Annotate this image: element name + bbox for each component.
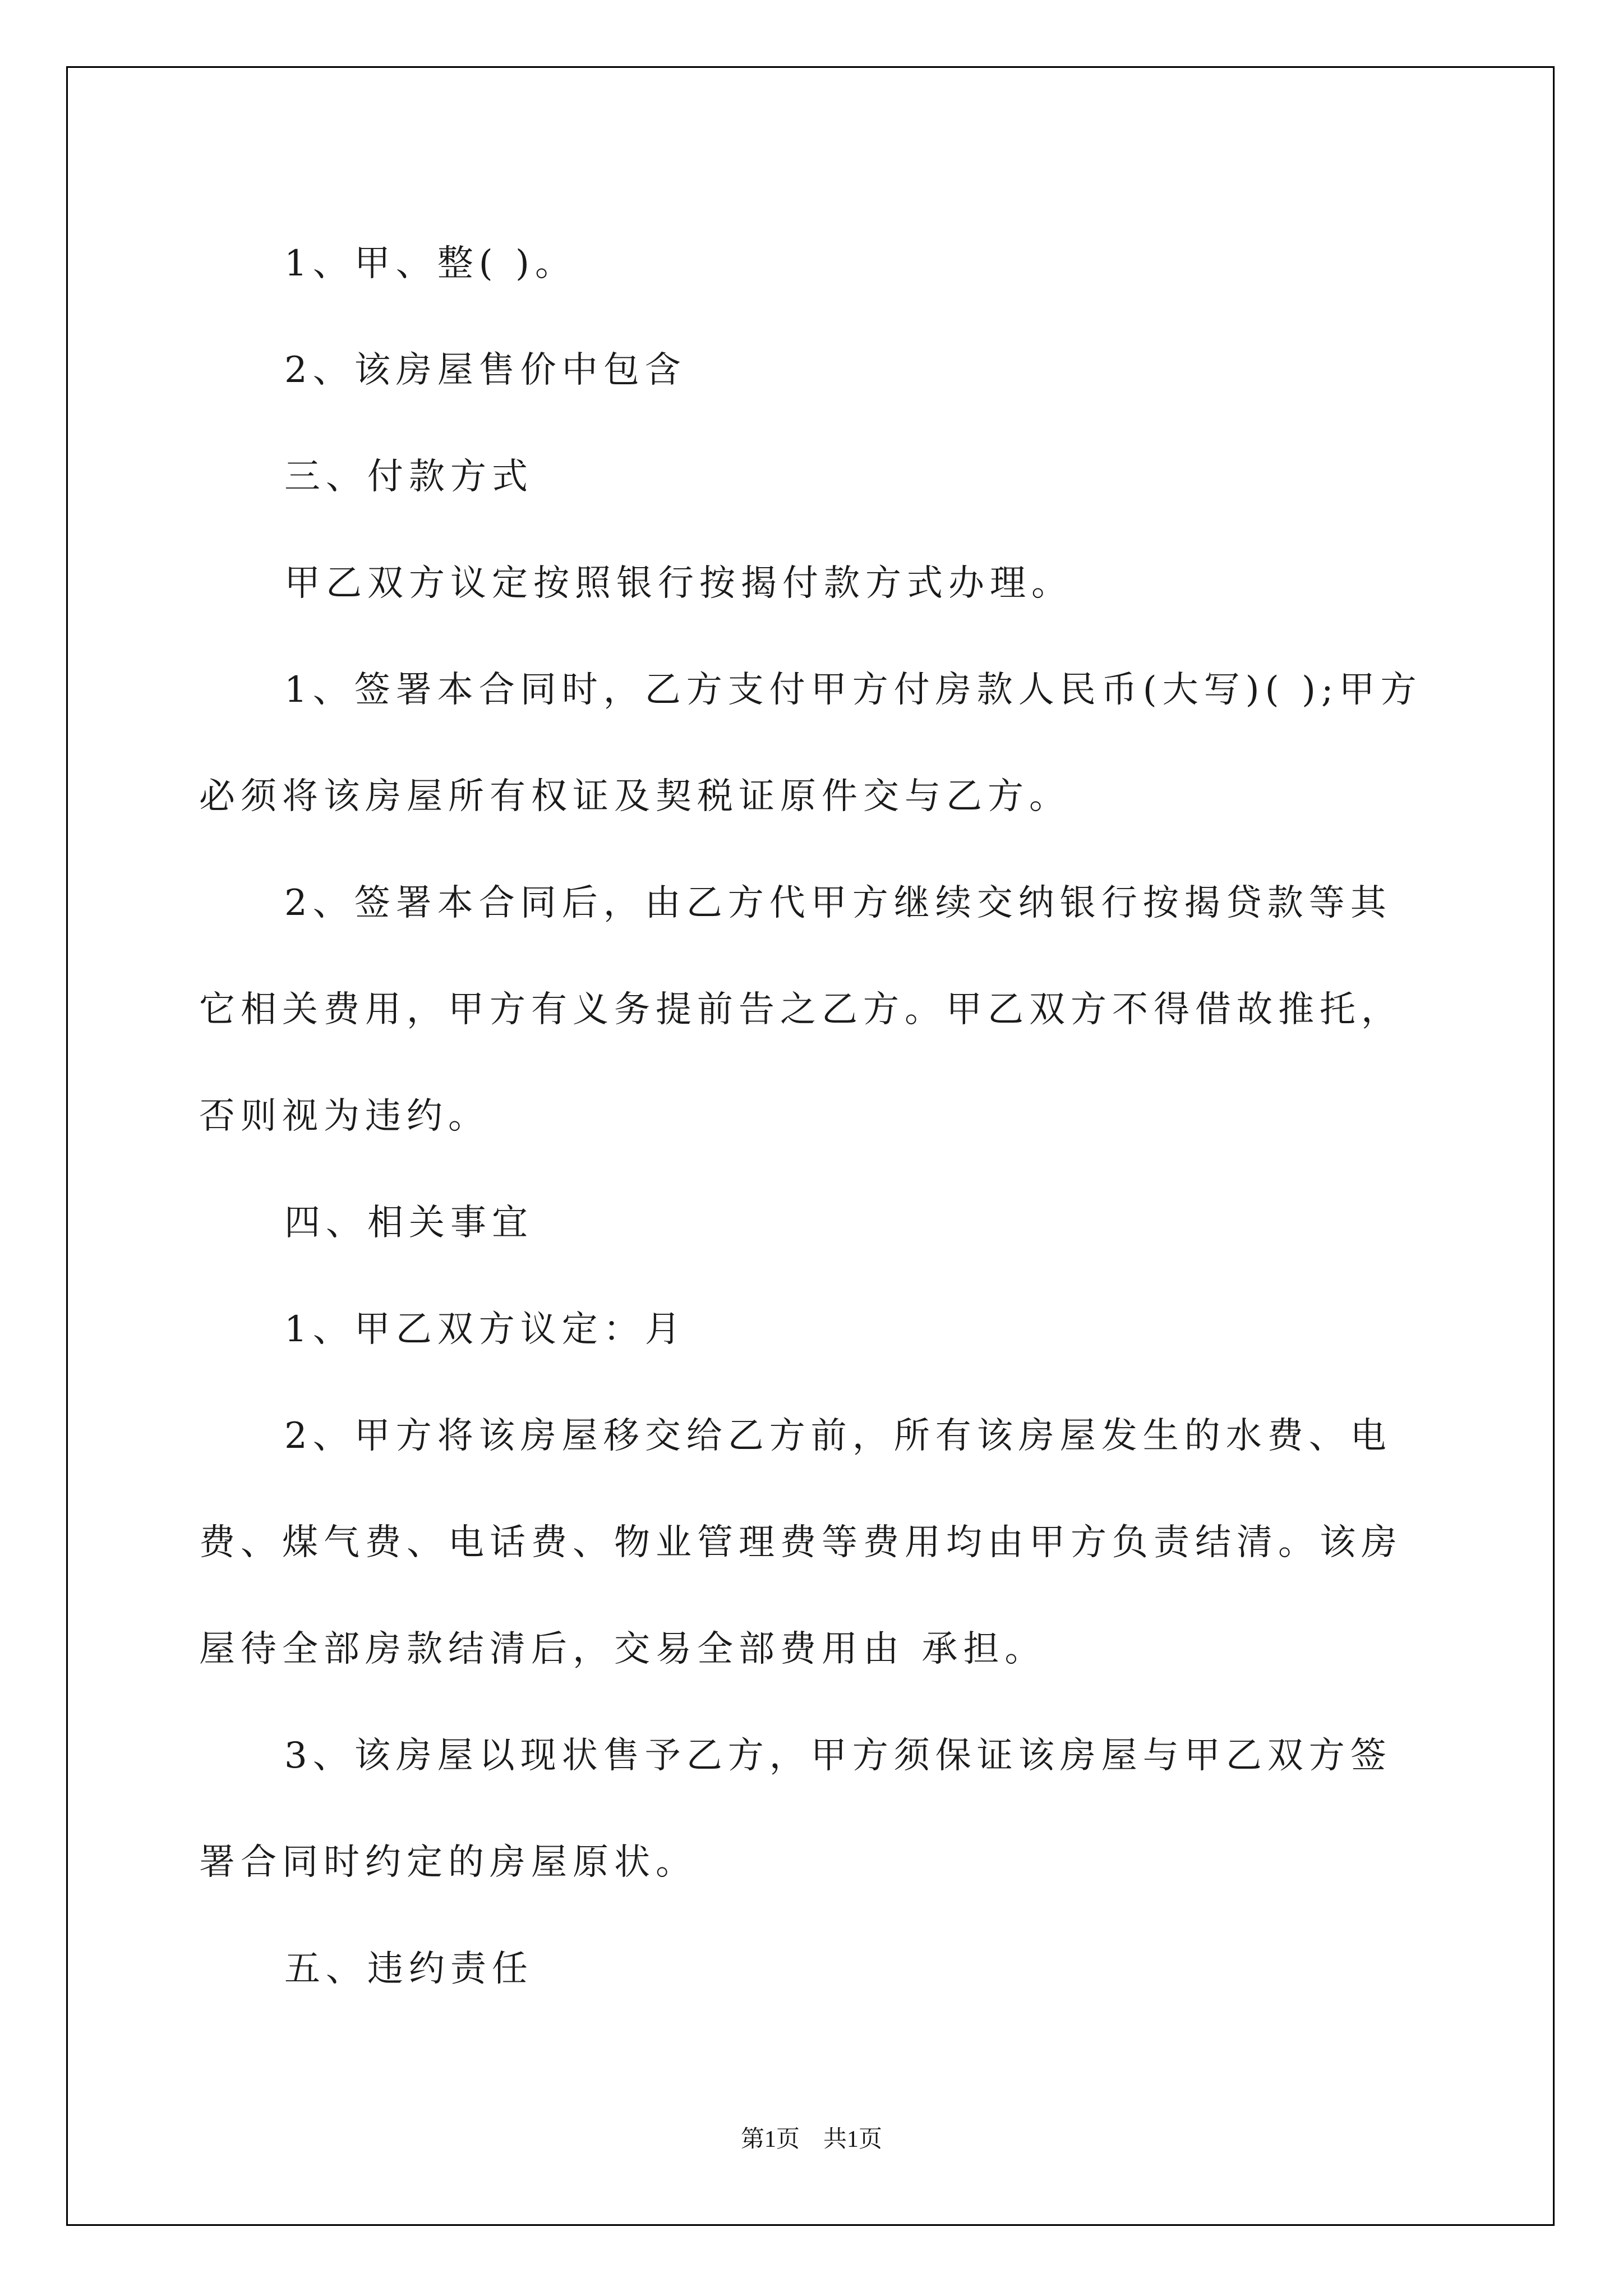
paragraph: 1、甲乙双方议定：月 bbox=[284, 1309, 686, 1350]
paragraph: 2、甲方将该房屋移交给乙方前，所有该房屋发生的水费、电费、煤气费、电话费、物业管理费等费用均由甲方负责结清。该房屋待全部房款结清后，交易全部费用由 承担。 bbox=[199, 1415, 1403, 1670]
paragraph: 2、该房屋售价中包含 bbox=[284, 349, 686, 391]
paragraph: 1、甲、整( )。 bbox=[284, 243, 577, 284]
paragraph: 甲乙双方议定按照银行按揭付款方式办理。 bbox=[284, 563, 1073, 604]
section-heading: 三、付款方式 bbox=[284, 456, 533, 498]
paragraph: 2、签署本合同后，由乙方代甲方继续交纳银行按揭贷款等其它相关费用，甲方有义务提前告之乙方。甲乙双方不得借故推托，否则视为违约。 bbox=[199, 882, 1403, 1137]
section-heading: 五、违约责任 bbox=[284, 1948, 533, 1990]
section-heading: 四、相关事宜 bbox=[284, 1202, 533, 1244]
paragraph: 3、该房屋以现状售予乙方，甲方须保证该房屋与甲乙双方签署合同时约定的房屋原状。 bbox=[199, 1735, 1392, 1883]
page-footer: 第1页 共1页 bbox=[740, 2127, 882, 2152]
document-body bbox=[199, 210, 1433, 2022]
paragraph: 1、签署本合同时，乙方支付甲方付房款人民币(大写)( );甲方必须将该房屋所有权证及契税证原件交与乙方。 bbox=[199, 669, 1422, 817]
